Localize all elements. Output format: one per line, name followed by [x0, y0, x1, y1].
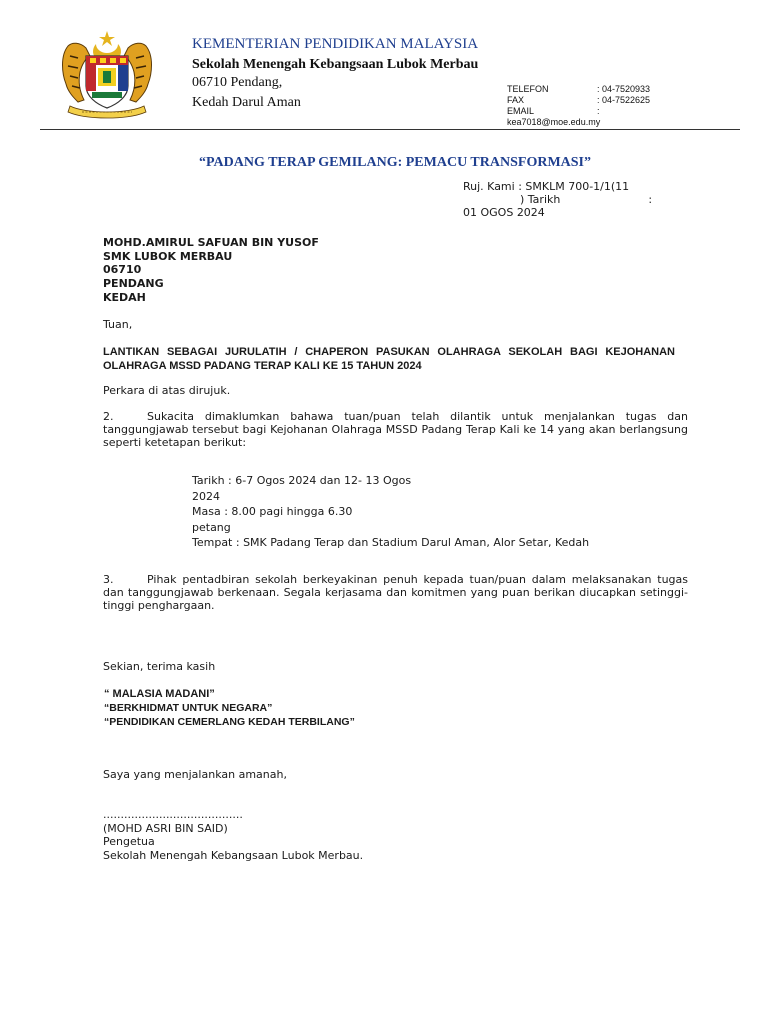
signatory-name: (MOHD ASRI BIN SAID)	[103, 821, 228, 835]
subject-line2: OLAHRAGA MSSD PADANG TERAP KALI KE 15 TAHUN 2024	[103, 360, 422, 372]
signature-dots: ........................................	[103, 808, 243, 821]
slogan-berkhidmat: “BERKHIDMAT UNTUK NEGARA”	[104, 702, 273, 714]
signature-block	[103, 808, 363, 862]
fax-value: : 04-7522625	[597, 95, 651, 105]
paragraph-2-text: Sukacita dimaklumkan bahawa tuan/puan telah dilantik untuk menjalankan tugas dan tanggungjawab tersebut bagi Kejohanan Olahraga MSSD Padang Terap Kali ke 14 yang akan berlangsung seperti ketetapan berikut:	[103, 410, 688, 449]
signatory-school: Sekolah Menengah Kebangsaan Lubok Merbau.	[103, 848, 364, 862]
district-motto: “PADANG TERAP GEMILANG: PEMACU TRANSFORMASI”	[198, 155, 591, 170]
subject-line1: LANTIKAN SEBAGAI JURULATIH / CHAPERON PASUKAN OLAHRAGA SEKOLAH BAGI KEJOHANAN	[103, 346, 675, 358]
intro-line: Perkara di atas dirujuk.	[103, 384, 231, 397]
slogan-madani: “ MALASIA MADANI”	[104, 688, 215, 700]
ministry-title: KEMENTERIAN PENDIDIKAN MALAYSIA	[192, 36, 479, 52]
school-address-line2: Kedah Darul Aman	[192, 95, 301, 110]
detail-tempat: Tempat : SMK Padang Terap dan Stadium Darul Aman, Alor Setar, Kedah	[192, 536, 590, 549]
letter-subject	[103, 345, 675, 373]
recipient-postcode: 06710	[103, 263, 142, 277]
signatory-title: Pengetua	[103, 835, 155, 848]
fax-label: FAX	[507, 95, 525, 105]
detail-tarikh-line1: Tarikh : 6-7 Ogos 2024 dan 12- 13 Ogos	[192, 474, 412, 487]
reference-tarikh: ) Tarikh	[520, 193, 561, 206]
telefon-value: : 04-7520933	[597, 84, 651, 94]
email-colon: :	[597, 106, 600, 116]
reference-line1: Ruj. Kami : SMKLM 700-1/1(11	[463, 180, 630, 193]
school-name: Sekolah Menengah Kebangsaan Lubok Merbau	[192, 57, 479, 72]
contact-block	[507, 84, 650, 128]
detail-masa-line1: Masa : 8.00 pagi hingga 6.30	[192, 505, 353, 518]
recipient-address	[103, 236, 319, 305]
reference-block	[463, 180, 652, 219]
slogan-pendidikan: “PENDIDIKAN CEMERLANG KEDAH TERBILANG”	[104, 716, 355, 728]
reference-line2	[463, 193, 652, 206]
paragraph-3-text: Pihak pentadbiran sekolah berkeyakinan penuh kepada tuan/puan dalam melaksanakan tugas dan tanggungjawab berkenaan. Segala kerjasama dan komitmen yang puan berikan diucapkan setinggi-tinggi penghargaan.	[103, 573, 688, 612]
event-details	[192, 473, 589, 551]
recipient-school: SMK LUBOK MERBAU	[103, 249, 233, 263]
paragraph-2	[103, 410, 688, 449]
email-address: kea7018@moe.edu.my	[507, 117, 601, 127]
school-address-line1: 06710 Pendang,	[192, 75, 283, 90]
detail-masa-line2: petang	[192, 520, 231, 534]
paragraph-3-number: 3.	[103, 573, 114, 586]
salutation: Tuan,	[103, 318, 133, 331]
slogans	[104, 687, 355, 729]
email-label: EMAIL	[507, 106, 535, 116]
recipient-name: MOHD.AMIRUL SAFUAN BIN YUSOF	[103, 236, 319, 249]
malaysia-coat-of-arms-icon	[56, 28, 158, 120]
detail-tarikh-line2: 2024	[192, 489, 220, 503]
recipient-town: PENDANG	[103, 277, 164, 291]
reference-colon: :	[648, 193, 653, 206]
recipient-state: KEDAH	[103, 290, 146, 304]
paragraph-3	[103, 573, 688, 612]
amanah-line: Saya yang menjalankan amanah,	[103, 768, 287, 781]
reference-date: 01 OGOS 2024	[463, 206, 545, 219]
telefon-label: TELEFON	[507, 84, 549, 94]
paragraph-2-number: 2.	[103, 410, 114, 423]
closing-line: Sekian, terima kasih	[103, 660, 216, 673]
header-divider	[40, 129, 740, 130]
